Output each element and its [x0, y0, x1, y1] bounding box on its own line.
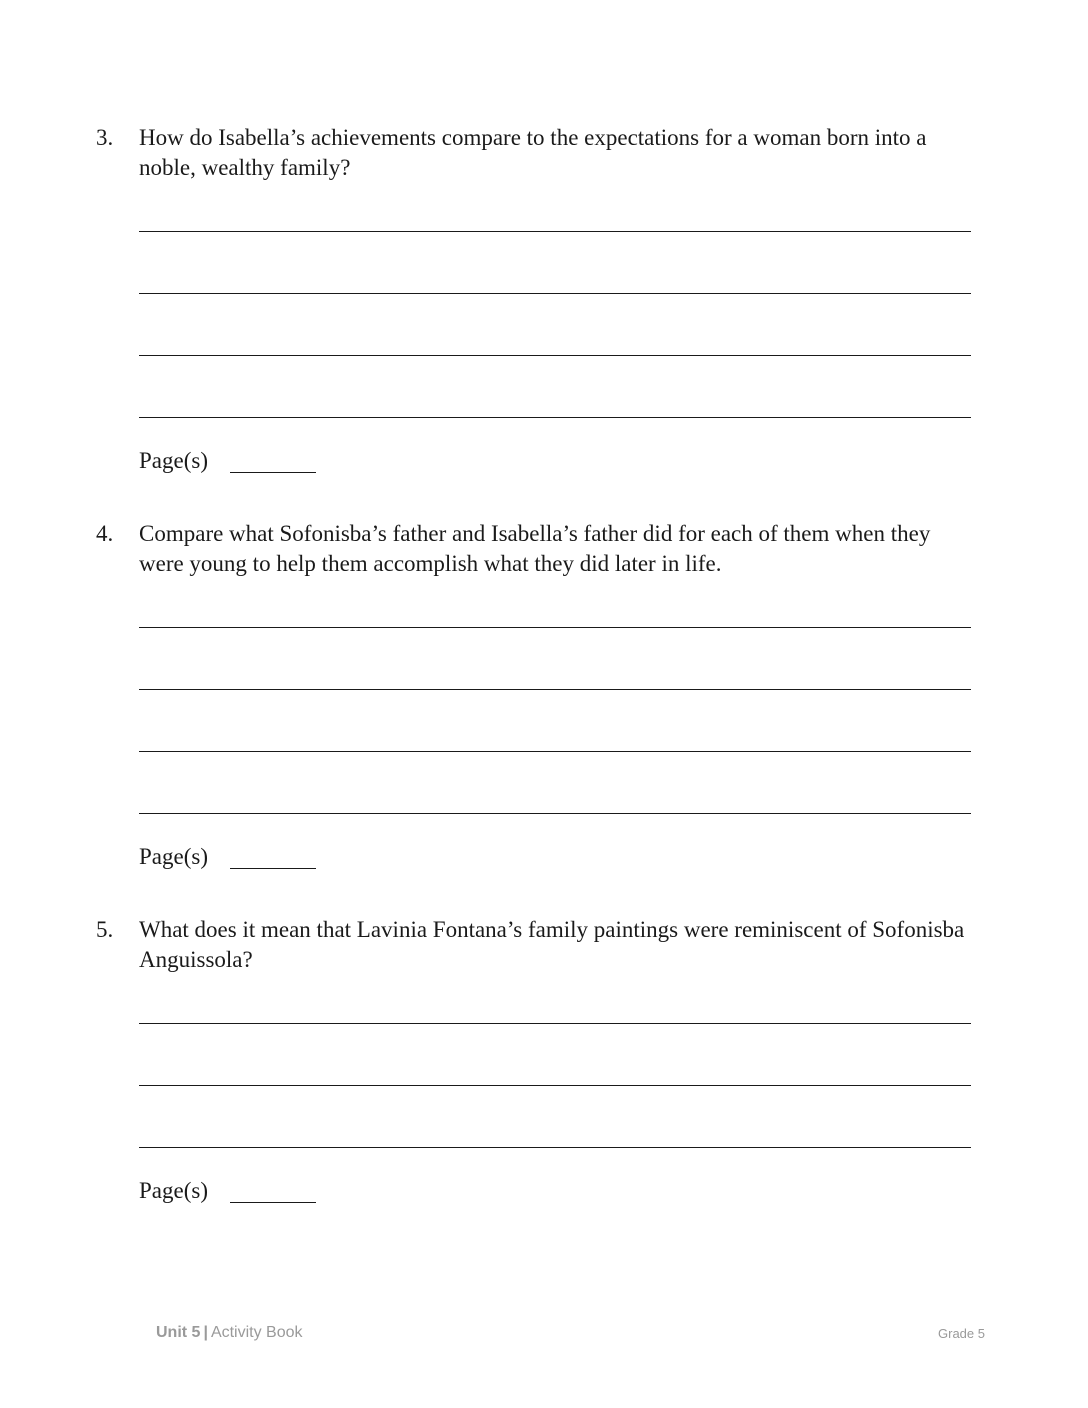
pages-blank[interactable] — [230, 1202, 316, 1203]
answer-line[interactable] — [139, 355, 971, 356]
answer-line[interactable] — [139, 751, 971, 752]
answer-line[interactable] — [139, 813, 971, 814]
question-number: 3. — [96, 125, 114, 150]
pages-label: Page(s) — [139, 844, 208, 869]
pages-blank[interactable] — [230, 472, 316, 473]
footer-unit-label — [156, 1324, 303, 1342]
answer-line[interactable] — [139, 627, 971, 628]
question-text: Compare what Sofonisba’s father and Isabella’s father did for each of them when they were young to help them accomplish what they did later in life. — [139, 521, 931, 576]
answer-line[interactable] — [139, 689, 971, 690]
answer-line[interactable] — [139, 1023, 971, 1024]
pages-row — [139, 842, 208, 872]
answer-line[interactable] — [139, 1147, 971, 1148]
pages-row — [139, 446, 208, 476]
question-number: 5. — [96, 917, 114, 942]
footer-book: Activity Book — [210, 1324, 303, 1341]
question-number: 4. — [96, 521, 114, 546]
answer-line[interactable] — [139, 1085, 971, 1086]
pages-blank[interactable] — [230, 868, 316, 869]
pages-label: Page(s) — [139, 1178, 208, 1203]
answer-line[interactable] — [139, 417, 971, 418]
footer-grade: Grade 5 — [938, 1326, 985, 1341]
question-text: What does it mean that Lavinia Fontana’s family paintings were reminiscent of Sofonisba Anguissola? — [139, 917, 965, 972]
question-text: How do Isabella’s achievements compare to the expectations for a woman born into a noble, wealthy family? — [139, 125, 927, 180]
pages-label: Page(s) — [139, 448, 208, 473]
answer-line[interactable] — [139, 231, 971, 232]
footer-unit: Unit 5 — [156, 1324, 201, 1341]
footer-separator: | — [203, 1324, 208, 1341]
answer-line[interactable] — [139, 293, 971, 294]
pages-row — [139, 1176, 208, 1206]
